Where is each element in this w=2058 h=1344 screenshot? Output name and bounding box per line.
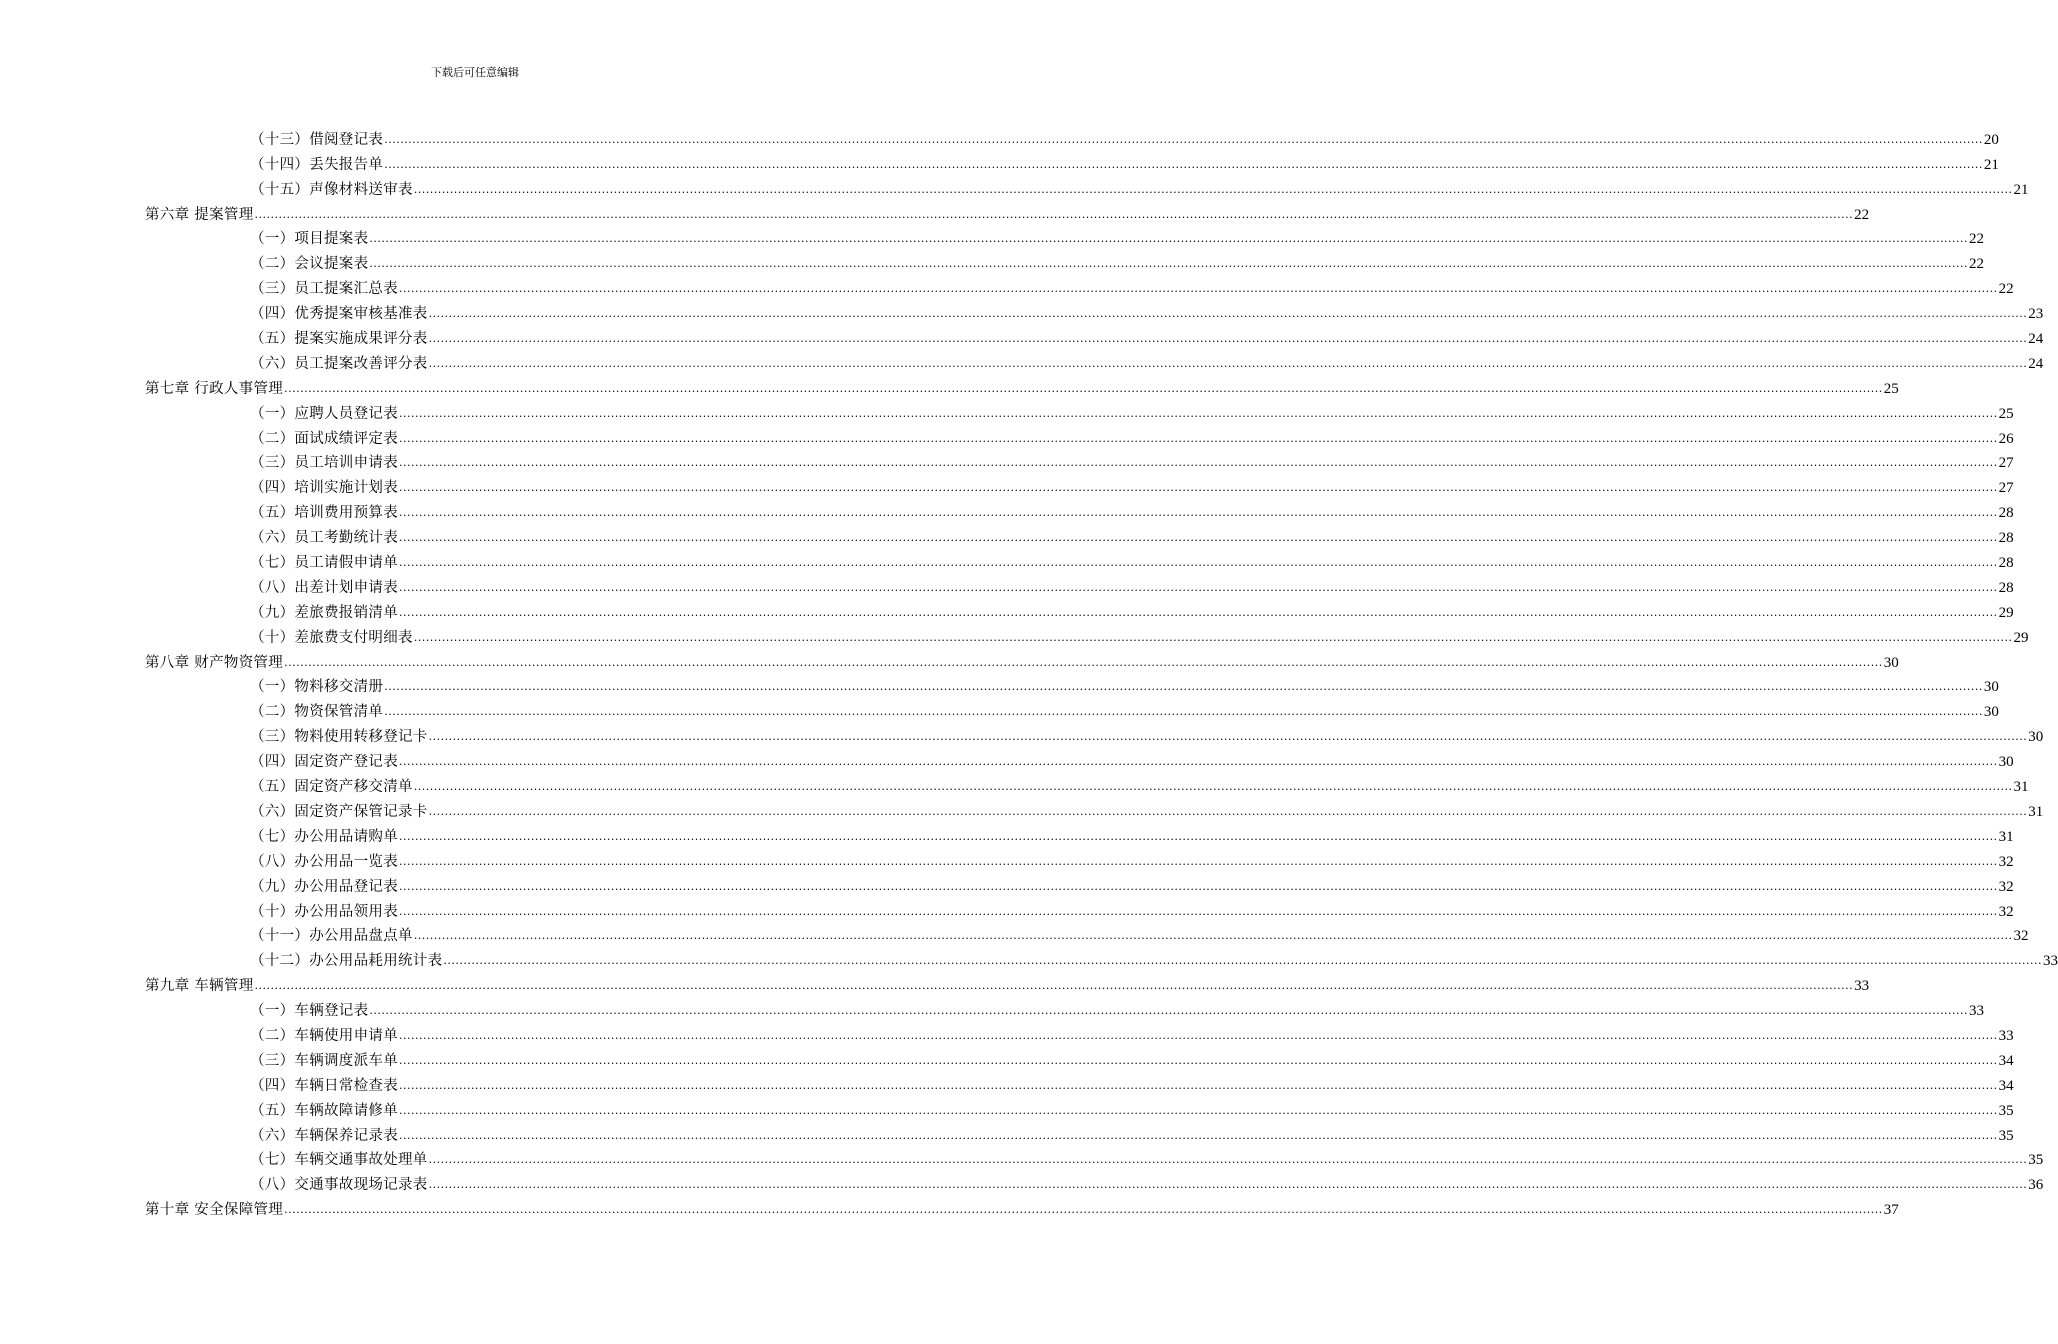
toc-entry-title: （九）办公用品登记表 <box>250 878 398 895</box>
toc-section-entry[interactable] <box>145 1070 2014 1095</box>
toc-dot-leader: ................................................................................................................................................................................................................................................................................................................................................................................................................ <box>413 182 2013 196</box>
toc-page-number: 22 <box>1854 206 1870 223</box>
toc-page-number: 32 <box>1998 903 2014 920</box>
toc-section-entry[interactable] <box>145 248 1985 273</box>
toc-entry-title: （三）员工培训申请表 <box>250 455 398 472</box>
toc-entry-title: （八）出差计划申请表 <box>250 579 398 596</box>
toc-entry-title: （五）提案实施成果评分表 <box>250 331 428 348</box>
toc-entry-title: （十一）办公用品盘点单 <box>250 928 413 945</box>
table-of-contents <box>145 124 2058 1219</box>
toc-page-number: 25 <box>1998 405 2014 422</box>
toc-entry-title: （六）员工提案改善评分表 <box>250 355 428 372</box>
toc-section-entry[interactable] <box>145 497 2014 522</box>
toc-dot-leader: ................................................................................................................................................................................................................................................................................................................................................................................................................ <box>399 605 1998 619</box>
toc-section-entry[interactable] <box>145 547 2014 572</box>
toc-dot-leader: ................................................................................................................................................................................................................................................................................................................................................................................................................ <box>399 506 1998 520</box>
toc-page-number: 27 <box>1998 480 2014 497</box>
toc-entry-title: （二）车辆使用申请单 <box>250 1027 398 1044</box>
toc-section-entry[interactable] <box>145 572 2014 597</box>
toc-page-number: 33 <box>2043 953 2058 970</box>
toc-page-number: 28 <box>1998 579 2014 596</box>
toc-dot-leader: ................................................................................................................................................................................................................................................................................................................................................................................................................ <box>399 282 1998 296</box>
toc-section-entry[interactable] <box>145 448 2014 473</box>
toc-dot-leader: ................................................................................................................................................................................................................................................................................................................................................................................................................ <box>399 531 1998 545</box>
toc-entry-title: （七）办公用品请购单 <box>250 828 398 845</box>
toc-entry-title: （十二）办公用品耗用统计表 <box>250 953 443 970</box>
toc-dot-leader: ................................................................................................................................................................................................................................................................................................................................................................................................................ <box>399 481 1998 495</box>
toc-page-number: 35 <box>1998 1127 2014 1144</box>
toc-page-number: 34 <box>1998 1077 2014 1094</box>
toc-page-number: 29 <box>1998 604 2014 621</box>
toc-page-number: 26 <box>1998 430 2014 447</box>
toc-section-entry[interactable] <box>145 348 2044 373</box>
toc-page-number: 21 <box>2013 181 2029 198</box>
toc-section-entry[interactable] <box>145 472 2014 497</box>
toc-dot-leader: ................................................................................................................................................................................................................................................................................................................................................................................................................ <box>384 680 1983 694</box>
toc-page-number: 28 <box>1998 530 2014 547</box>
toc-page-number: 33 <box>1998 1027 2014 1044</box>
toc-entry-title: （二）物资保管清单 <box>250 704 384 721</box>
toc-page-number: 27 <box>1998 455 2014 472</box>
toc-dot-leader: ................................................................................................................................................................................................................................................................................................................................................................................................................ <box>384 157 1983 171</box>
toc-dot-leader: ................................................................................................................................................................................................................................................................................................................................................................................................................ <box>254 979 1854 993</box>
toc-entry-title: （一）物料移交清册 <box>250 679 384 696</box>
toc-entry-title: （四）固定资产登记表 <box>250 754 398 771</box>
toc-page-number: 24 <box>2028 331 2044 348</box>
toc-page-number: 22 <box>1969 231 1985 248</box>
toc-dot-leader: ................................................................................................................................................................................................................................................................................................................................................................................................................ <box>413 630 2013 644</box>
toc-section-entry[interactable] <box>145 149 1999 174</box>
toc-section-entry[interactable] <box>145 995 1985 1020</box>
toc-entry-title: （三）物料使用转移登记卡 <box>250 729 428 746</box>
toc-entry-title: （一）应聘人员登记表 <box>250 405 398 422</box>
toc-entry-title: （八）办公用品一览表 <box>250 853 398 870</box>
toc-dot-leader: ................................................................................................................................................................................................................................................................................................................................................................................................................ <box>428 1178 2028 1192</box>
toc-dot-leader: ................................................................................................................................................................................................................................................................................................................................................................................................................ <box>428 307 2028 321</box>
toc-dot-leader: ................................................................................................................................................................................................................................................................................................................................................................................................................ <box>399 755 1998 769</box>
toc-section-entry[interactable] <box>145 746 2014 771</box>
toc-entry-title: 第六章 提案管理 <box>145 206 254 223</box>
toc-entry-title: （四）车辆日常检查表 <box>250 1077 398 1094</box>
toc-section-entry[interactable] <box>145 1145 2044 1170</box>
toc-entry-title: （七）员工请假申请单 <box>250 555 398 572</box>
toc-page-number: 28 <box>1998 555 2014 572</box>
toc-page-number: 36 <box>2028 1177 2044 1194</box>
toc-entry-title: （十五）声像材料送审表 <box>250 181 413 198</box>
toc-entry-title: （十）差旅费支付明细表 <box>250 629 413 646</box>
toc-page-number: 28 <box>1998 505 2014 522</box>
toc-section-entry[interactable] <box>145 1020 2014 1045</box>
toc-entry-title: （五）车辆故障请修单 <box>250 1102 398 1119</box>
toc-dot-leader: ................................................................................................................................................................................................................................................................................................................................................................................................................ <box>399 431 1998 445</box>
toc-page-number: 25 <box>1883 380 1899 397</box>
toc-section-entry[interactable] <box>145 721 2044 746</box>
toc-section-entry[interactable] <box>145 896 2014 921</box>
toc-page-number: 29 <box>2013 629 2029 646</box>
toc-entry-title: （八）交通事故现场记录表 <box>250 1177 428 1194</box>
toc-page-number: 32 <box>1998 853 2014 870</box>
toc-dot-leader: ................................................................................................................................................................................................................................................................................................................................................................................................................ <box>399 904 1998 918</box>
toc-entry-title: （五）培训费用预算表 <box>250 505 398 522</box>
toc-page-number: 30 <box>1998 754 2014 771</box>
toc-dot-leader: ................................................................................................................................................................................................................................................................................................................................................................................................................ <box>284 655 1883 669</box>
toc-entry-title: （二）会议提案表 <box>250 256 369 273</box>
toc-dot-leader: ................................................................................................................................................................................................................................................................................................................................................................................................................ <box>413 929 2013 943</box>
toc-dot-leader: ................................................................................................................................................................................................................................................................................................................................................................................................................ <box>399 406 1998 420</box>
toc-section-entry[interactable] <box>145 174 2029 199</box>
toc-page-number: 20 <box>1983 131 1999 148</box>
toc-page-number: 22 <box>1998 281 2014 298</box>
toc-section-entry[interactable] <box>145 323 2044 348</box>
toc-page-number: 21 <box>1983 156 1999 173</box>
toc-dot-leader: ................................................................................................................................................................................................................................................................................................................................................................................................................ <box>399 829 1998 843</box>
toc-dot-leader: ................................................................................................................................................................................................................................................................................................................................................................................................................ <box>428 730 2028 744</box>
toc-chapter-entry[interactable] <box>145 647 1899 672</box>
toc-page-number: 32 <box>2013 928 2029 945</box>
toc-entry-title: （三）员工提案汇总表 <box>250 281 398 298</box>
toc-entry-title: （六）车辆保养记录表 <box>250 1127 398 1144</box>
toc-entry-title: （一）项目提案表 <box>250 231 369 248</box>
toc-page-number: 32 <box>1998 878 2014 895</box>
toc-dot-leader: ................................................................................................................................................................................................................................................................................................................................................................................................................ <box>428 804 2028 818</box>
toc-section-entry[interactable] <box>145 224 1985 249</box>
toc-section-entry[interactable] <box>145 696 1999 721</box>
toc-entry-title: （三）车辆调度派车单 <box>250 1052 398 1069</box>
toc-entry-title: （二）面试成绩评定表 <box>250 430 398 447</box>
toc-page-number: 30 <box>1983 704 1999 721</box>
toc-entry-title: （五）固定资产移交清单 <box>250 779 413 796</box>
toc-page-number: 35 <box>2028 1152 2044 1169</box>
toc-section-entry[interactable] <box>145 423 2014 448</box>
toc-page-number: 34 <box>1998 1052 2014 1069</box>
toc-section-entry[interactable] <box>145 871 2014 896</box>
toc-chapter-entry[interactable] <box>145 199 1870 224</box>
toc-entry-title: （七）车辆交通事故处理单 <box>250 1152 428 1169</box>
toc-page-number: 35 <box>1998 1102 2014 1119</box>
toc-page-number: 31 <box>2013 779 2029 796</box>
toc-chapter-entry[interactable] <box>145 970 1870 995</box>
toc-section-entry[interactable] <box>145 1169 2044 1194</box>
toc-section-entry[interactable] <box>145 522 2014 547</box>
toc-section-entry[interactable] <box>145 945 2058 970</box>
toc-page-number: 33 <box>1854 978 1870 995</box>
toc-dot-leader: ................................................................................................................................................................................................................................................................................................................................................................................................................ <box>428 1153 2028 1167</box>
toc-dot-leader: ................................................................................................................................................................................................................................................................................................................................................................................................................ <box>369 257 1969 271</box>
toc-section-entry[interactable] <box>145 846 2014 871</box>
toc-page-number: 31 <box>2028 803 2044 820</box>
toc-chapter-entry[interactable] <box>145 1194 1899 1219</box>
toc-section-entry[interactable] <box>145 298 2044 323</box>
toc-dot-leader: ................................................................................................................................................................................................................................................................................................................................................................................................................ <box>399 854 1998 868</box>
toc-dot-leader: ................................................................................................................................................................................................................................................................................................................................................................................................................ <box>369 232 1969 246</box>
toc-page-number: 30 <box>1883 654 1899 671</box>
toc-dot-leader: ................................................................................................................................................................................................................................................................................................................................................................................................................ <box>369 1004 1969 1018</box>
toc-section-entry[interactable] <box>145 796 2044 821</box>
toc-entry-title: （六）员工考勤统计表 <box>250 530 398 547</box>
toc-page-number: 30 <box>1983 679 1999 696</box>
toc-entry-title: 第七章 行政人事管理 <box>145 380 284 397</box>
toc-entry-title: 第十章 安全保障管理 <box>145 1202 284 1219</box>
toc-dot-leader: ................................................................................................................................................................................................................................................................................................................................................................................................................ <box>399 580 1998 594</box>
toc-page-number: 24 <box>2028 355 2044 372</box>
toc-dot-leader: ................................................................................................................................................................................................................................................................................................................................................................................................................ <box>254 207 1854 221</box>
toc-page-number: 31 <box>1998 828 2014 845</box>
toc-section-entry[interactable] <box>145 597 2014 622</box>
toc-section-entry[interactable] <box>145 398 2014 423</box>
toc-dot-leader: ................................................................................................................................................................................................................................................................................................................................................................................................................ <box>384 132 1983 146</box>
toc-dot-leader: ................................................................................................................................................................................................................................................................................................................................................................................................................ <box>284 381 1883 395</box>
toc-entry-title: （十三）借阅登记表 <box>250 131 384 148</box>
toc-entry-title: （十）办公用品领用表 <box>250 903 398 920</box>
toc-entry-title: （四）优秀提案审核基准表 <box>250 306 428 323</box>
toc-dot-leader: ................................................................................................................................................................................................................................................................................................................................................................................................................ <box>384 705 1983 719</box>
toc-dot-leader: ................................................................................................................................................................................................................................................................................................................................................................................................................ <box>428 356 2028 370</box>
toc-section-entry[interactable] <box>145 273 2014 298</box>
toc-section-entry[interactable] <box>145 672 1999 697</box>
toc-dot-leader: ................................................................................................................................................................................................................................................................................................................................................................................................................ <box>413 780 2013 794</box>
toc-section-entry[interactable] <box>145 622 2029 647</box>
toc-dot-leader: ................................................................................................................................................................................................................................................................................................................................................................................................................ <box>443 954 2043 968</box>
toc-entry-title: （九）差旅费报销清单 <box>250 604 398 621</box>
toc-dot-leader: ................................................................................................................................................................................................................................................................................................................................................................................................................ <box>399 1103 1998 1117</box>
toc-page-number: 23 <box>2028 306 2044 323</box>
toc-section-entry[interactable] <box>145 771 2029 796</box>
toc-section-entry[interactable] <box>145 124 1999 149</box>
toc-section-entry[interactable] <box>145 821 2014 846</box>
toc-dot-leader: ................................................................................................................................................................................................................................................................................................................................................................................................................ <box>284 1203 1883 1217</box>
toc-page-number: 37 <box>1883 1202 1899 1219</box>
toc-dot-leader: ................................................................................................................................................................................................................................................................................................................................................................................................................ <box>399 1028 1998 1042</box>
toc-entry-title: 第八章 财产物资管理 <box>145 654 284 671</box>
toc-entry-title: （四）培训实施计划表 <box>250 480 398 497</box>
toc-entry-title: 第九章 车辆管理 <box>145 978 254 995</box>
toc-dot-leader: ................................................................................................................................................................................................................................................................................................................................................................................................................ <box>399 879 1998 893</box>
toc-section-entry[interactable] <box>145 1120 2014 1145</box>
toc-entry-title: （十四）丢失报告单 <box>250 156 384 173</box>
toc-dot-leader: ................................................................................................................................................................................................................................................................................................................................................................................................................ <box>399 556 1998 570</box>
toc-page-number: 22 <box>1969 256 1985 273</box>
toc-dot-leader: ................................................................................................................................................................................................................................................................................................................................................................................................................ <box>399 1078 1998 1092</box>
toc-section-entry[interactable] <box>145 1045 2014 1070</box>
toc-chapter-entry[interactable] <box>145 373 1899 398</box>
toc-dot-leader: ................................................................................................................................................................................................................................................................................................................................................................................................................ <box>399 1128 1998 1142</box>
toc-dot-leader: ................................................................................................................................................................................................................................................................................................................................................................................................................ <box>428 332 2028 346</box>
toc-section-entry[interactable] <box>145 1095 2014 1120</box>
toc-dot-leader: ................................................................................................................................................................................................................................................................................................................................................................................................................ <box>399 1053 1998 1067</box>
toc-page-number: 30 <box>2028 729 2044 746</box>
page-header: 下载后可任意编辑 <box>431 66 519 79</box>
toc-dot-leader: ................................................................................................................................................................................................................................................................................................................................................................................................................ <box>399 456 1998 470</box>
toc-entry-title: （一）车辆登记表 <box>250 1003 369 1020</box>
toc-section-entry[interactable] <box>145 921 2029 946</box>
toc-entry-title: （六）固定资产保管记录卡 <box>250 803 428 820</box>
toc-page-number: 33 <box>1969 1003 1985 1020</box>
